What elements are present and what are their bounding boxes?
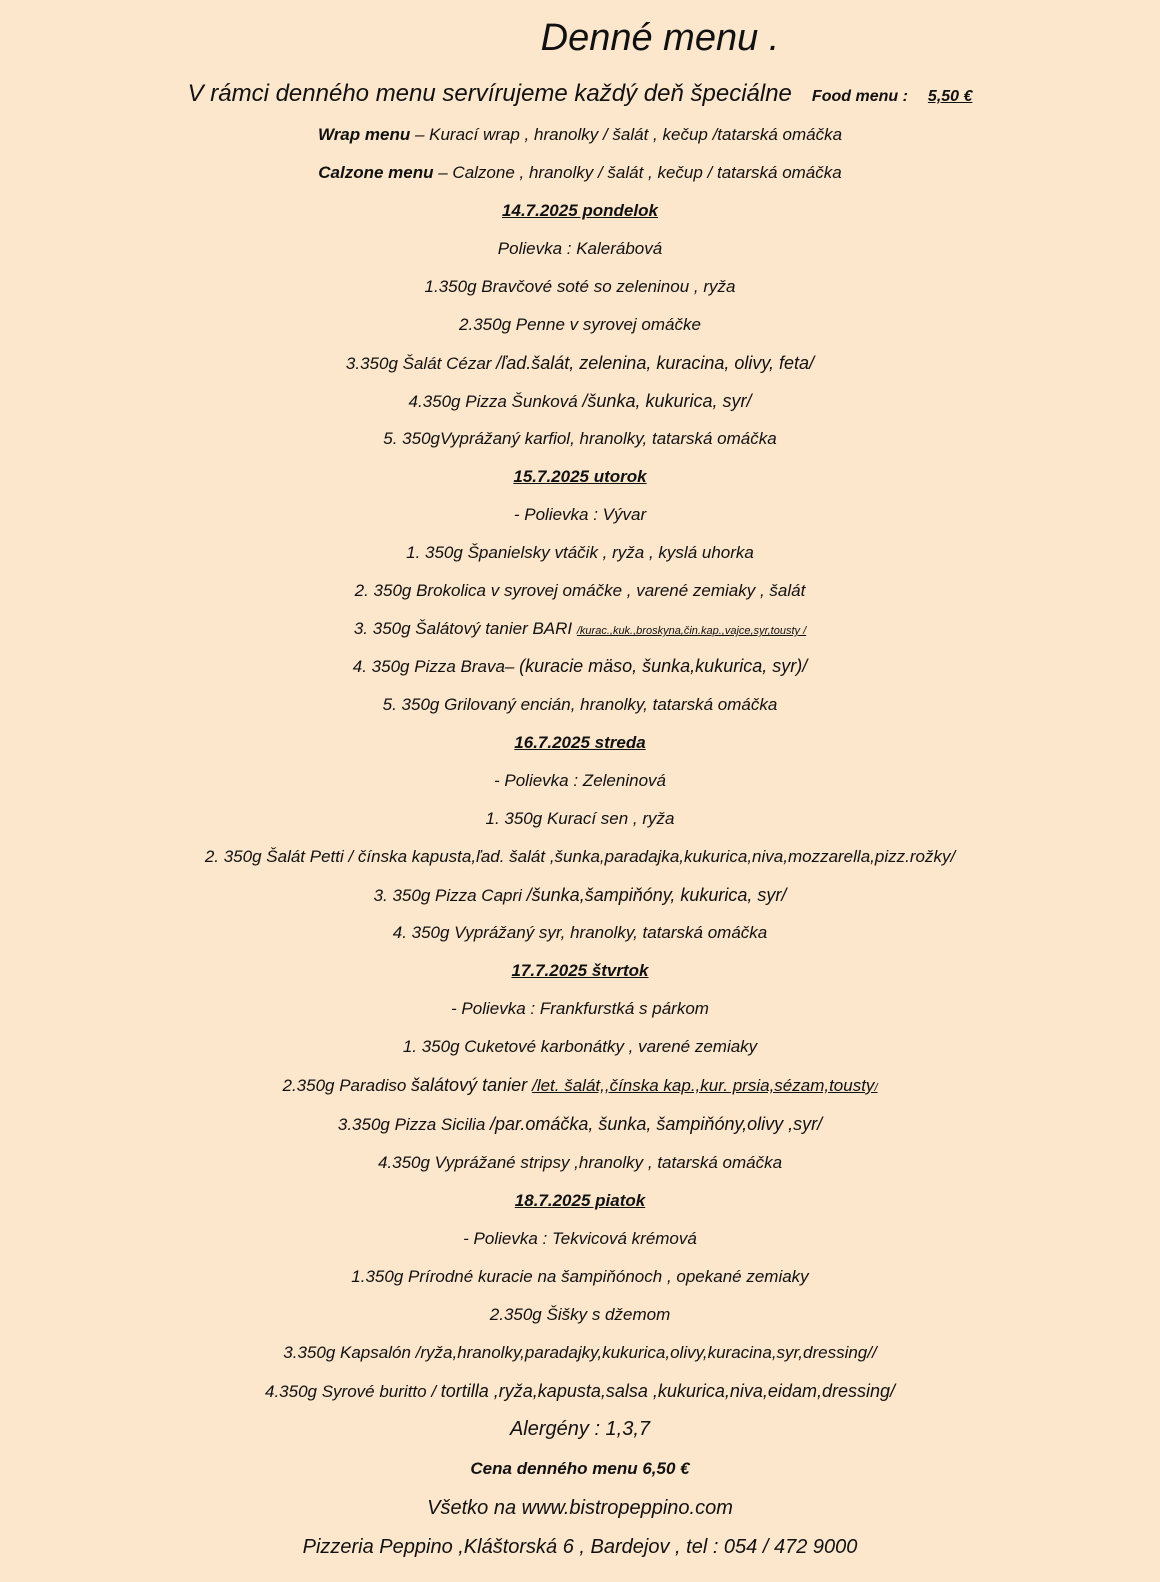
calzone-menu-text: – Calzone , hranolky / šalát , kečup / tatarská omáčka — [433, 163, 842, 182]
menu-item-ingredients: /ľad.šalát, zelenina, kuracina, olivy, feta/ — [496, 353, 815, 373]
food-menu-label: Food menu : — [811, 88, 908, 105]
day-heading-tuesday: 15.7.2025 utorok — [513, 467, 647, 486]
menu-item — [0, 884, 1160, 907]
menu-item: 2. 350g Šalát Petti / čínska kapusta,ľad. šalát ,šunka,paradajka,kukurica,niva,mozzarella,pizz.rožky/ — [204, 847, 956, 866]
day-heading-thursday: 17.7.2025 štvrtok — [511, 961, 649, 980]
day-heading-wednesday: 16.7.2025 streda — [514, 733, 646, 752]
menu-item-ingredients: /kurac.,kuk.,broskyna,čin.kap.,vajce,syr,tousty / — [576, 625, 807, 637]
menu-price-text: Cena denného menu 6,50 € — [470, 1459, 690, 1478]
soup-tuesday: - Polievka : Vývar — [513, 505, 647, 524]
menu-item — [0, 655, 1160, 678]
soup-wednesday: - Polievka : Zeleninová — [494, 771, 666, 790]
allergens-info: Alergény : 1,3,7 — [509, 1418, 651, 1440]
menu-item — [0, 618, 1160, 642]
menu-item: 2. 350g Brokolica v syrovej omáčke , varené zemiaky , šalát — [354, 581, 806, 600]
food-menu-price: 5,50 € — [927, 88, 973, 105]
menu-item-end: / — [874, 1082, 878, 1094]
menu-item-name: 4.350g Syrové buritto / — [265, 1382, 441, 1401]
menu-item-ingredients: /let. šalát,,čínska kap.,kur. prsia,sézam,tousty — [532, 1076, 875, 1095]
menu-item: 5. 350gVyprážaný karfiol, hranolky, tatarská omáčka — [383, 429, 777, 448]
menu-price — [0, 1458, 1160, 1480]
menu-item — [0, 1113, 1160, 1136]
menu-item-name: 3.350g Pizza Sicilia — [337, 1115, 490, 1134]
menu-item-ingredients: /šunka, kukurica, syr/ — [582, 391, 752, 411]
day-heading-friday: 18.7.2025 piatok — [514, 1191, 646, 1210]
menu-item — [0, 352, 1160, 375]
website-line: Všetko na www.bistropeppino.com — [427, 1497, 733, 1519]
menu-item: 2.350g Penne v syrovej omáčke — [459, 315, 701, 334]
menu-item: 1.350g Bravčové soté so zeleninou , ryža — [424, 277, 736, 296]
menu-subtitle — [0, 79, 1160, 112]
soup-monday: Polievka : Kalerábová — [497, 239, 663, 258]
menu-item — [0, 1074, 1160, 1099]
menu-item — [0, 1380, 1160, 1403]
menu-item-name: 2.350g Paradiso — [282, 1076, 412, 1095]
day-heading-monday: 14.7.2025 pondelok — [502, 201, 658, 220]
calzone-menu-label: Calzone menu — [318, 163, 434, 182]
menu-item-ingredients: (kuracie mäso, šunka,kukurica, syr)/ — [519, 656, 808, 676]
menu-item-ingredients: /par.omáčka, šunka, šampiňóny,olivy ,syr/ — [490, 1114, 823, 1134]
wrap-menu-label: Wrap menu — [317, 125, 411, 144]
soup-thursday: - Polievka : Frankfurstká s párkom — [451, 999, 709, 1018]
menu-item-name: 4.350g Pizza Šunková — [408, 392, 583, 411]
menu-item: 1.350g Prírodné kuracie na šampiňónoch , opekané zemiaky — [351, 1267, 809, 1286]
menu-item-name: 3.350g Šalát Cézar — [345, 354, 497, 373]
menu-item-name: 4. 350g Pizza Brava– — [352, 657, 520, 676]
soup-friday: - Polievka : Tekvicová krémová — [463, 1229, 697, 1248]
menu-item: 1. 350g Cuketové karbonátky , varené zemiaky — [402, 1037, 758, 1056]
address-line: Pizzeria Peppino ,Kláštorská 6 , Bardejov , tel : 054 / 472 9000 — [302, 1536, 858, 1558]
wrap-menu-line — [0, 124, 1160, 146]
menu-item: 3.350g Kapsalón /ryža,hranolky,paradajky,kukurica,olivy,kuracina,syr,dressing// — [283, 1343, 877, 1362]
page-title: Denné menu . — [540, 17, 780, 59]
menu-item-type: šalátový tanier — [411, 1075, 533, 1095]
menu-item-ingredients: /šunka,šampiňóny, kukurica, syr/ — [526, 885, 787, 905]
menu-item-ingredients: tortilla ,ryža,kapusta,salsa ,kukurica,niva,eidam,dressing/ — [440, 1381, 895, 1401]
menu-item: 1. 350g Kurací sen , ryža — [485, 809, 675, 828]
subtitle-text: V rámci denného menu servírujeme každý deň špeciálne — [187, 80, 792, 107]
menu-item-name: 3. 350g Šalátový tanier BARI — [353, 619, 577, 638]
menu-item — [0, 390, 1160, 413]
menu-item: 4.350g Vyprážané stripsy ,hranolky , tatarská omáčka — [377, 1153, 783, 1172]
calzone-menu-line — [0, 162, 1160, 184]
wrap-menu-text: – Kurací wrap , hranolky / šalát , kečup /tatarská omáčka — [410, 125, 843, 144]
menu-item: 5. 350g Grilovaný encián, hranolky, tatarská omáčka — [382, 695, 778, 714]
menu-item: 4. 350g Vyprážaný syr, hranolky, tatarská omáčka — [392, 923, 768, 942]
menu-item: 2.350g Šišky s džemom — [489, 1305, 671, 1324]
menu-item: 1. 350g Španielsky vtáčik , ryža , kyslá uhorka — [406, 543, 754, 562]
menu-item-name: 3. 350g Pizza Capri — [373, 886, 527, 905]
